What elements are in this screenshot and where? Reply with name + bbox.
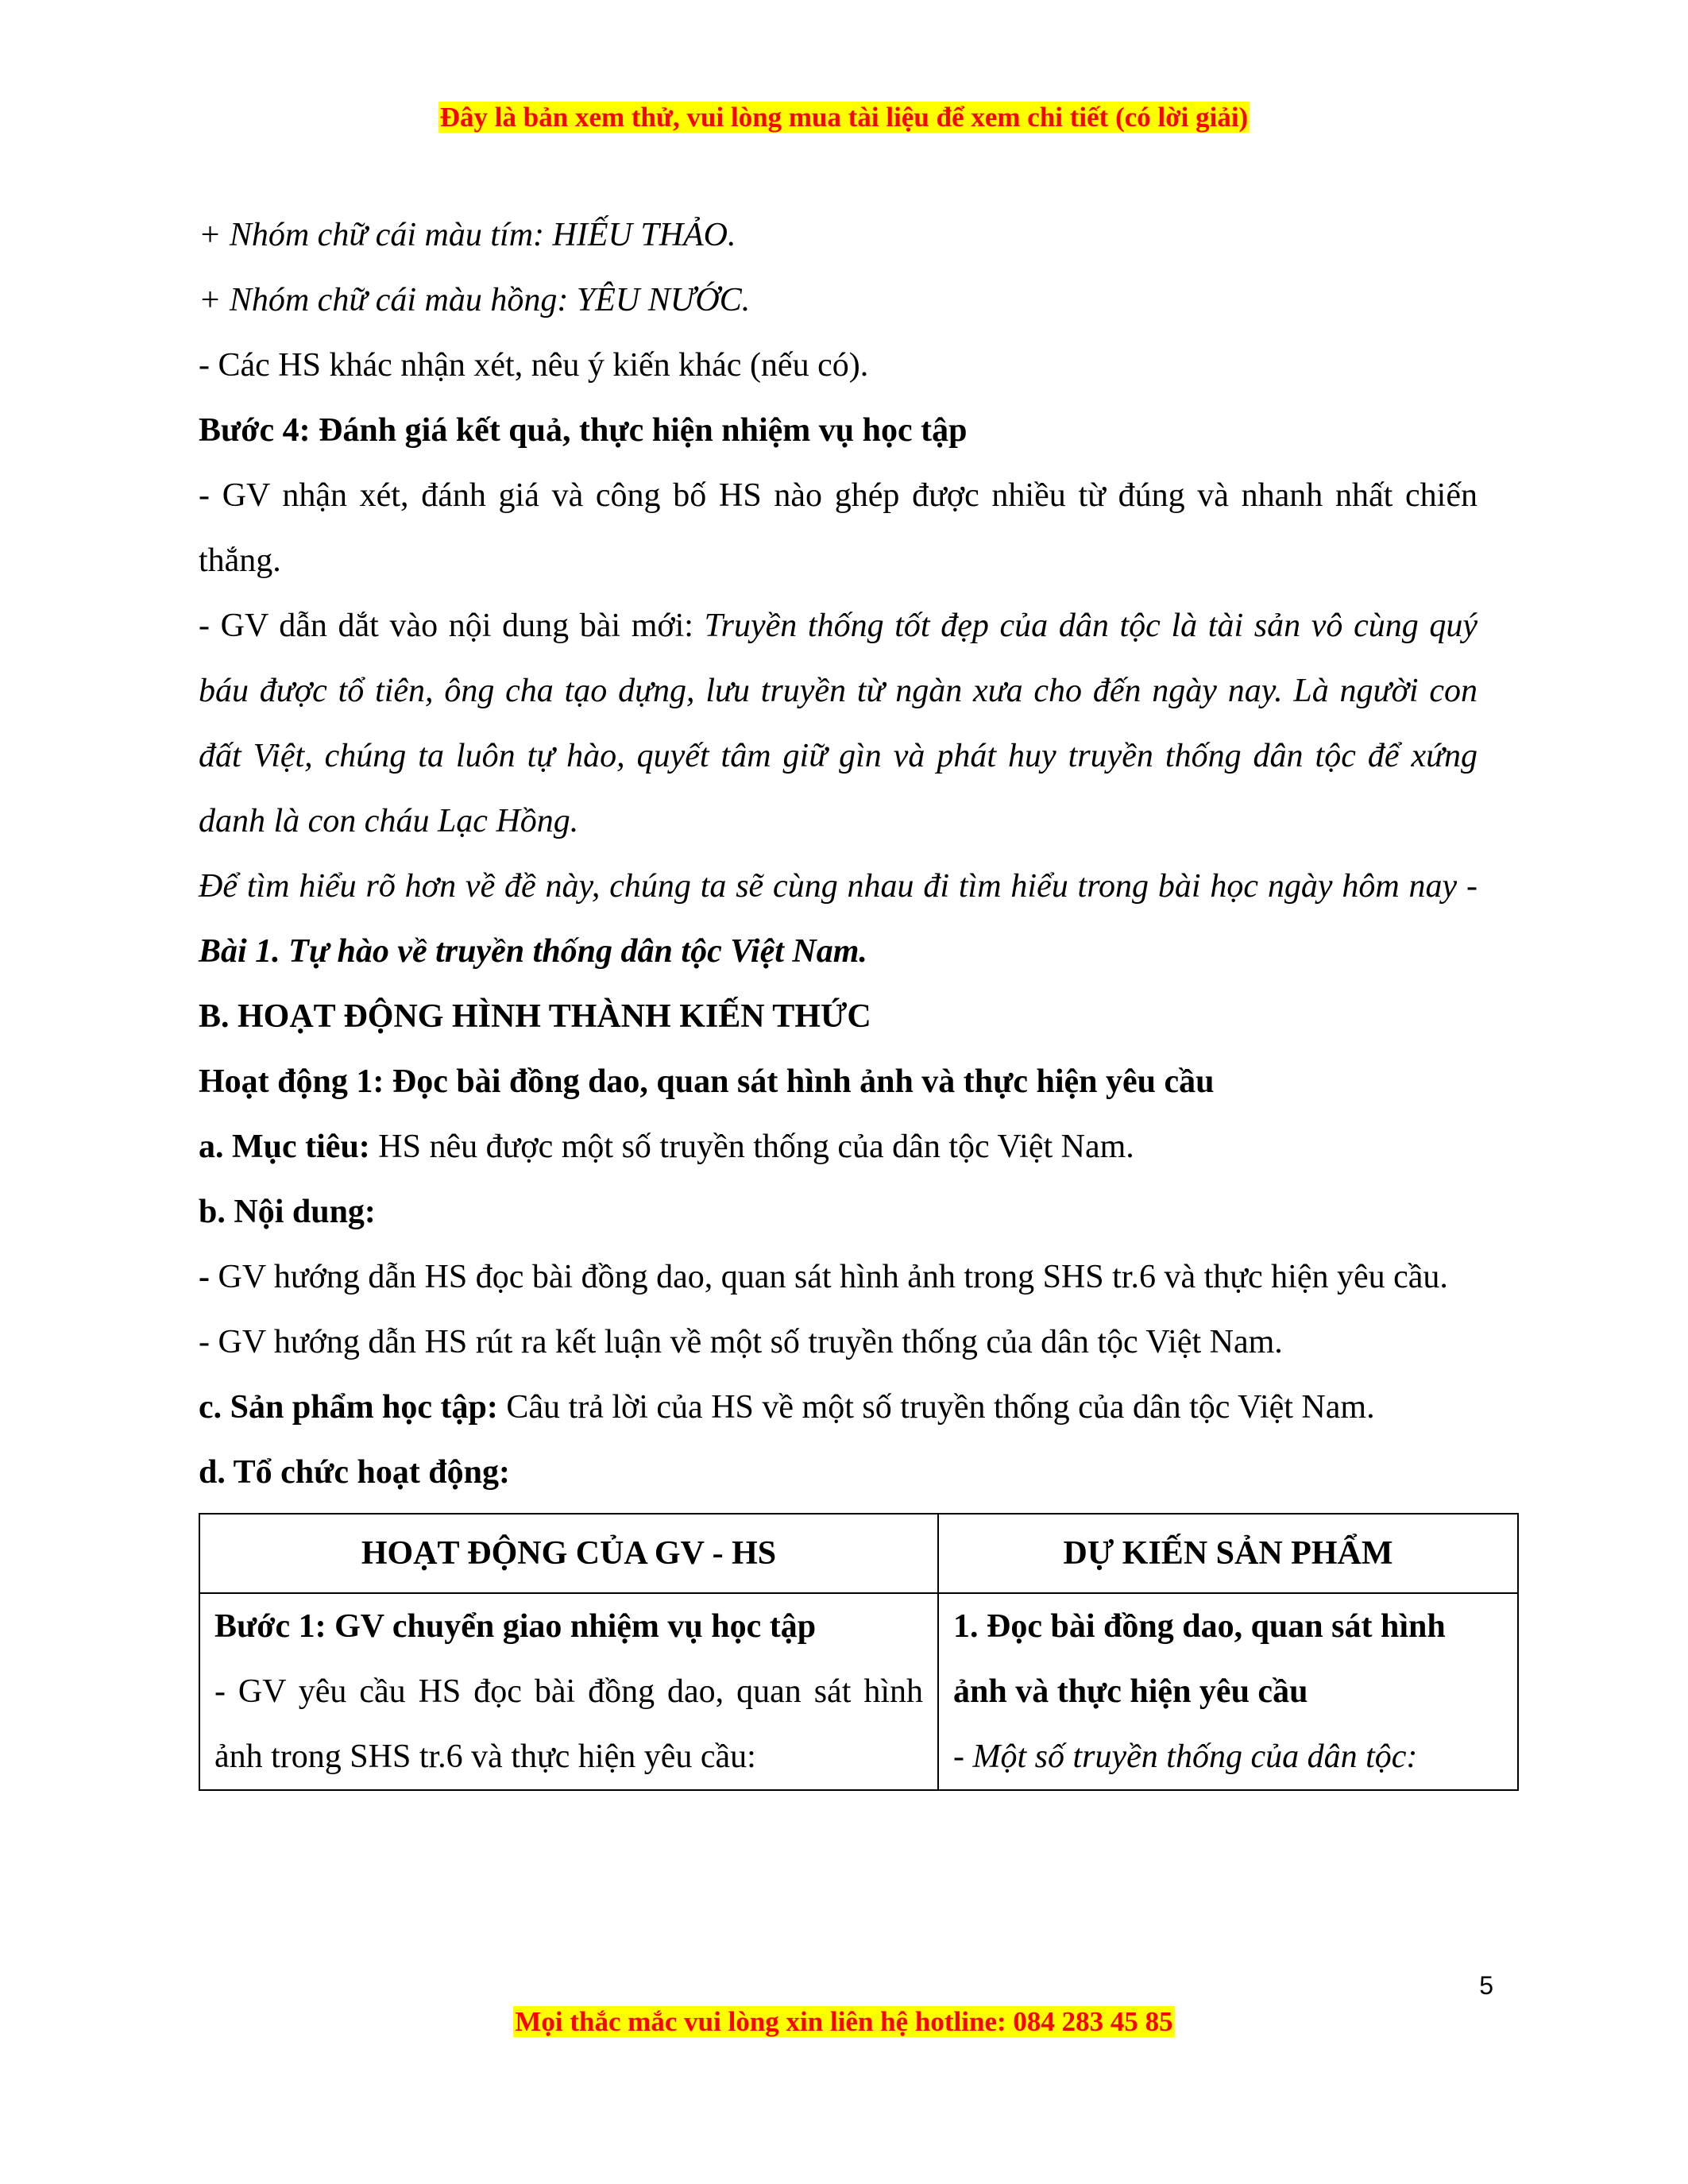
section-b-heading: B. HOẠT ĐỘNG HÌNH THÀNH KIẾN THỨC xyxy=(199,998,871,1035)
product-paragraph xyxy=(199,1375,1477,1440)
table-header-row xyxy=(199,1514,1518,1593)
content-paragraph-1 xyxy=(199,1244,1477,1310)
cell-product xyxy=(938,1593,1518,1790)
hotline-notice-text: Mọi thắc mắc vui lòng xin liên hệ hotline: 084 283 45 85 xyxy=(515,2006,1173,2037)
hotline-notice xyxy=(0,2005,1688,2039)
activity-1-heading: Hoạt động 1: Đọc bài đồng dao, quan sát hình ảnh và thực hiện yêu cầu xyxy=(199,1063,1215,1100)
organization-heading: d. Tổ chức hoạt động: xyxy=(199,1454,511,1491)
step-4-heading: Bước 4: Đánh giá kết quả, thực hiện nhiệm vụ học tập xyxy=(199,412,968,449)
cell-step-1-heading: Bước 1: GV chuyển giao nhiệm vụ học tập xyxy=(214,1608,817,1645)
objective-label: a. Mục tiêu: xyxy=(199,1129,370,1165)
table-row xyxy=(199,1593,1518,1790)
cell-product-text: - Một số truyền thống của dân tộc: xyxy=(953,1738,1418,1775)
content-heading: b. Nội dung: xyxy=(199,1194,376,1230)
content-text-1: GV hướng dẫn HS đọc bài đồng dao, quan sát hình ảnh trong SHS tr.6 và thực hiện yêu cầu. xyxy=(210,1259,1448,1295)
product-text: Câu trả lời của HS về một số truyền thống của dân tộc Việt Nam. xyxy=(497,1389,1375,1426)
lesson-intro-lead: - GV dẫn dắt vào nội dung bài mới: xyxy=(199,608,705,644)
preview-notice-text: Đây là bản xem thử, vui lòng mua tài liệu để xem chi tiết (có lời giải) xyxy=(439,102,1249,133)
header-teacher-student-activity: HOẠT ĐỘNG CỦA GV - HS xyxy=(199,1514,938,1593)
objective-text: HS nêu được một số truyền thống của dân tộc Việt Nam. xyxy=(369,1129,1134,1165)
paragraph-teacher-evaluation: - GV nhận xét, đánh giá và công bố HS nào ghép được nhiều từ đúng và nhanh nhất chiến thắng. xyxy=(199,477,1477,579)
content-dash: - xyxy=(199,1259,210,1295)
product-label: c. Sản phẩm học tập: xyxy=(199,1389,498,1426)
cell-product-heading: 1. Đọc bài đồng dao, quan sát hình ảnh và thực hiện yêu cầu xyxy=(953,1608,1446,1710)
content-paragraph-2: - GV hướng dẫn HS rút ra kết luận về một số truyền thống của dân tộc Việt Nam. xyxy=(199,1324,1283,1360)
paragraph-purple-group: + Nhóm chữ cái màu tím: HIẾU THẢO. xyxy=(199,217,736,253)
page-number: 5 xyxy=(1479,1971,1493,2000)
cell-activity xyxy=(199,1593,938,1790)
lesson-title-lead: Để tìm hiểu rõ hơn về đề này, chúng ta sẽ cùng nhau đi tìm hiểu trong bài học ngày hôm nay - xyxy=(199,868,1477,905)
cell-step-1-text: - GV yêu cầu HS đọc bài đồng dao, quan sát hình ảnh trong SHS tr.6 và thực hiện yêu cầu: xyxy=(214,1673,923,1775)
header-expected-product: DỰ KIẾN SẢN PHẨM xyxy=(938,1514,1518,1593)
lesson-title: Bài 1. Tự hào về truyền thống dân tộc Việt Nam. xyxy=(199,933,867,970)
lesson-intro-quote: Truyền thống tốt đẹp của dân tộc là tài sản vô cùng quý báu được tổ tiên, ông cha tạo dựng, lưu truyền từ ngàn xưa cho đến ngày nay. Là người con đất Việt, chúng ta luôn tự hào, quyết tâm giữ gìn và phát huy truyền thống dân tộc để xứng danh là con cháu Lạc Hồng. xyxy=(199,608,1478,839)
preview-notice xyxy=(0,100,1688,135)
objective-paragraph xyxy=(199,1114,1477,1179)
paragraph-lesson-title xyxy=(199,854,1477,984)
activity-table xyxy=(199,1513,1519,1791)
paragraph-lesson-intro xyxy=(199,593,1477,854)
paragraph-pink-group: + Nhóm chữ cái màu hồng: YÊU NƯỚC. xyxy=(199,282,751,318)
paragraph-other-comments: - Các HS khác nhận xét, nêu ý kiến khác (nếu có). xyxy=(199,347,869,384)
document-body xyxy=(199,203,1477,1791)
